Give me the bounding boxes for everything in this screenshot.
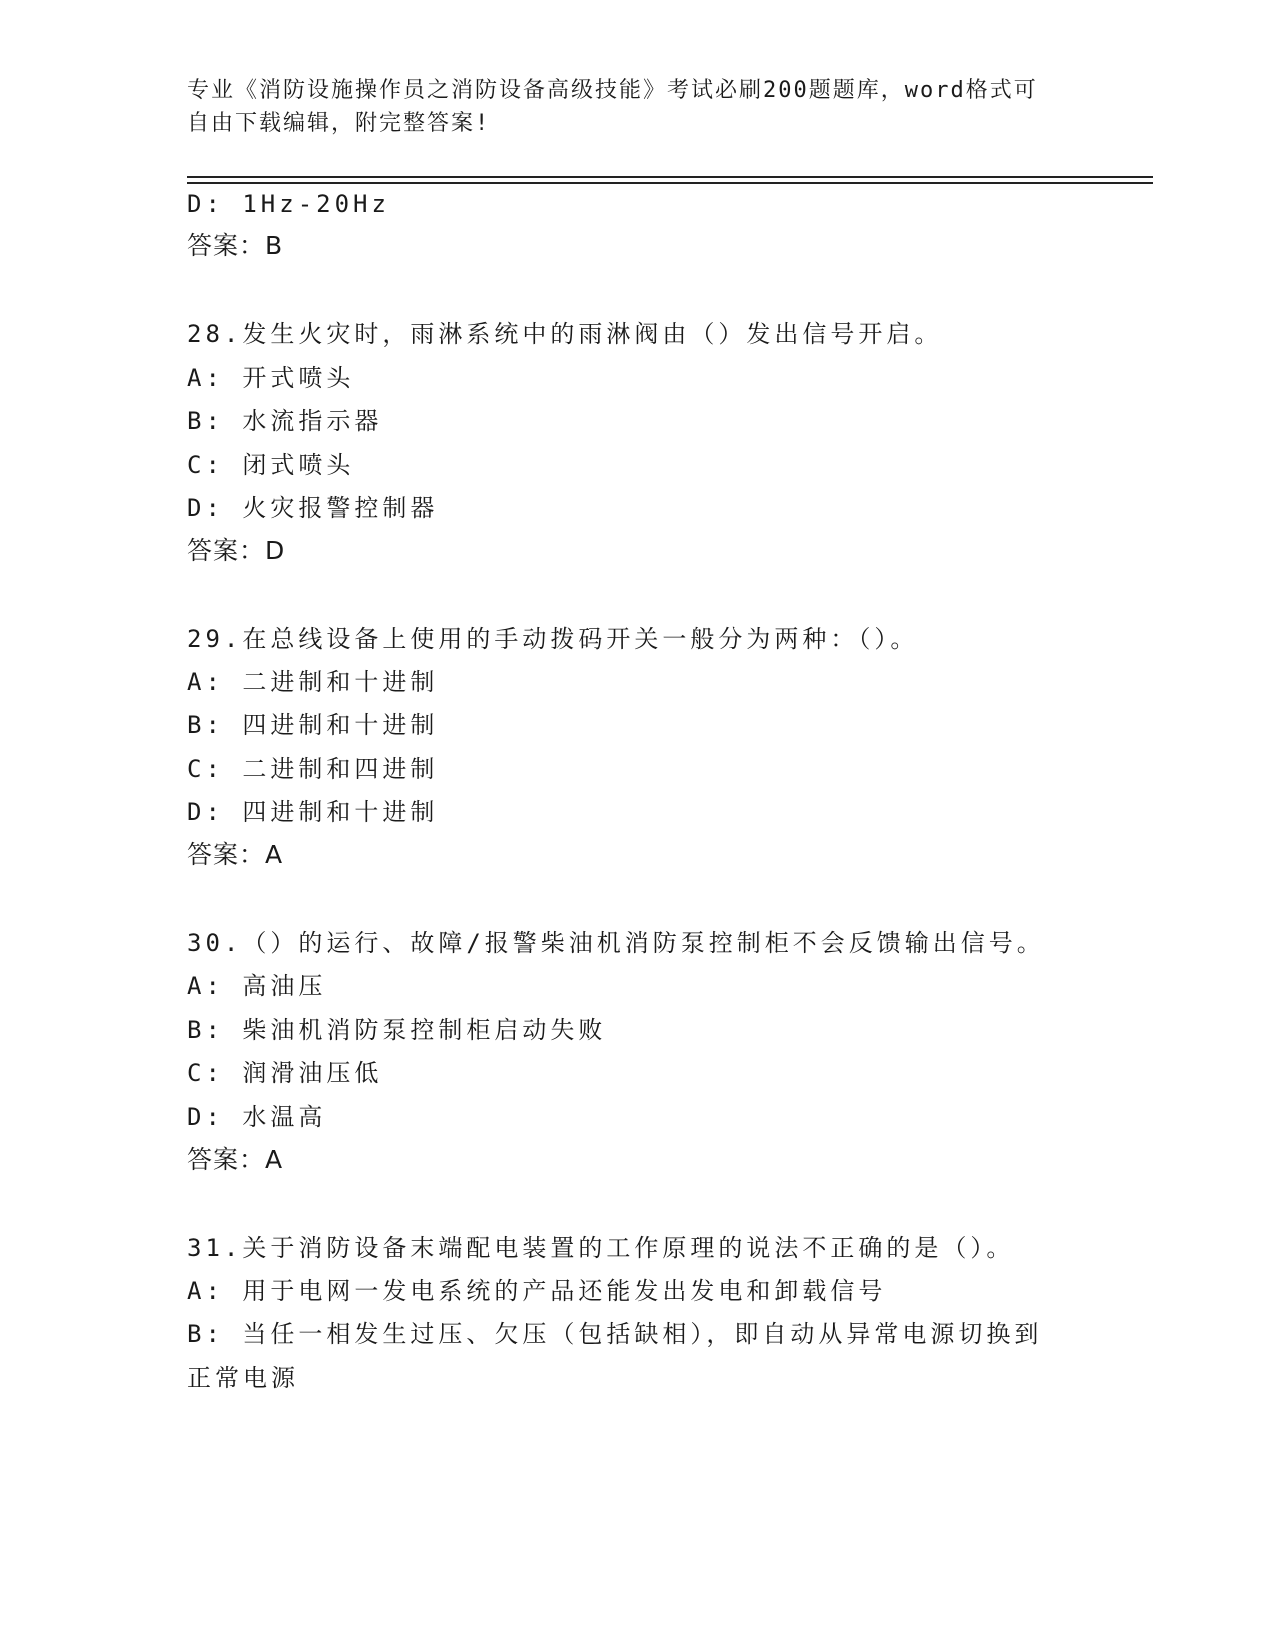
question-31-option-a: A: 用于电网一发电系统的产品还能发出发电和卸载信号 [187, 1277, 887, 1305]
question-31-option-b-line-2: 正常电源 [187, 1364, 299, 1392]
header-title-line-2: 自由下载编辑，附完整答案! [187, 111, 491, 136]
question-28-option-a: A: 开式喷头 [187, 364, 355, 392]
question-29-option-c: C: 二进制和四进制 [187, 755, 439, 783]
question-31-option-b-line-1: B: 当任一相发生过压、欠压（包括缺相），即自动从异常电源切换到 [187, 1320, 1043, 1348]
question-30-option-b: B: 柴油机消防泵控制柜启动失败 [187, 1016, 607, 1044]
question-29-option-a: A: 二进制和十进制 [187, 668, 439, 696]
question-30-option-d: D: 水温高 [187, 1103, 327, 1131]
question-29-answer: 答案：A [187, 840, 284, 869]
previous-answer: 答案：B [187, 231, 284, 260]
question-30-option-a: A: 高油压 [187, 972, 327, 1000]
question-28-option-b: B: 水流指示器 [187, 407, 383, 435]
header-divider-bottom [187, 182, 1153, 184]
question-29-option-d: D: 四进制和十进制 [187, 798, 439, 826]
question-28-answer: 答案：D [187, 536, 286, 565]
page-header [187, 74, 1067, 140]
question-29: 29.在总线设备上使用的手动拨码开关一般分为两种：（）。 [187, 625, 919, 653]
question-31: 31.关于消防设备末端配电装置的工作原理的说法不正确的是（）。 [187, 1234, 1015, 1262]
question-30-answer: 答案：A [187, 1145, 284, 1174]
question-30: 30.（）的运行、故障/报警柴油机消防泵控制柜不会反馈输出信号。 [187, 929, 1045, 957]
header-divider-top [187, 176, 1153, 178]
question-28-option-c: C: 闭式喷头 [187, 451, 355, 479]
previous-option-d: D: 1Hz-20Hz [187, 190, 390, 218]
question-28-option-d: D: 火灾报警控制器 [187, 494, 439, 522]
question-30-option-c: C: 润滑油压低 [187, 1059, 383, 1087]
header-title-line-1: 专业《消防设施操作员之消防设备高级技能》考试必刷200题题库，word格式可 [187, 78, 1038, 103]
question-29-option-b: B: 四进制和十进制 [187, 711, 439, 739]
question-28: 28.发生火灾时，雨淋系统中的雨淋阀由（）发出信号开启。 [187, 320, 943, 348]
